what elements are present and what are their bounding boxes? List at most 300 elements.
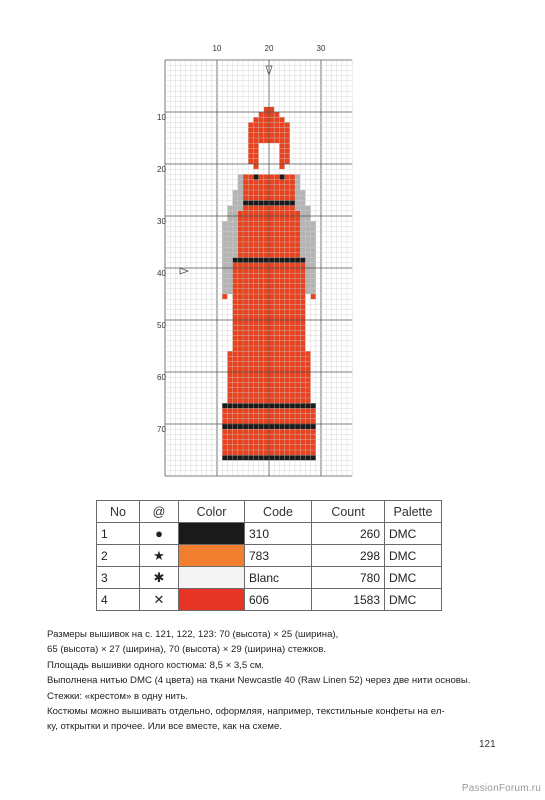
stitch-gray [305,237,310,242]
stitch-red [279,180,284,185]
stitch-red [290,325,295,330]
stitch-red [279,356,284,361]
stitch-red [264,330,269,335]
stitch-red [227,351,232,356]
stitch-red [264,112,269,117]
legend-count: 1583 [312,589,385,611]
stitch-red [243,393,248,398]
legend-header-palette: Palette [385,501,442,523]
stitch-red [264,341,269,346]
stitch-red [305,351,310,356]
stitch-red [285,450,290,455]
stitch-red [259,450,264,455]
stitch-red [264,247,269,252]
stitch-red [243,372,248,377]
stitch-black [300,424,305,429]
stitch-red [274,320,279,325]
stitch-red [300,268,305,273]
stitch-red [259,273,264,278]
stitch-red [238,445,243,450]
stitch-red [238,310,243,315]
stitch-red [290,247,295,252]
stitch-red [222,419,227,424]
stitch-red [269,388,274,393]
axis-top-label-20: 20 [264,44,274,53]
stitch-red [248,398,253,403]
stitch-red [285,445,290,450]
stitch-red [243,440,248,445]
stitch-red [248,278,253,283]
stitch-red [295,414,300,419]
stitch-black [253,258,258,263]
stitch-red [253,445,258,450]
stitch-red [233,377,238,382]
stitch-red [290,351,295,356]
stitch-red [253,336,258,341]
stitch-red [269,398,274,403]
legend-count: 298 [312,545,385,567]
stitch-gray [227,211,232,216]
stitch-red [295,398,300,403]
stitch-red [274,232,279,237]
stitch-red [259,138,264,143]
stitch-red [248,299,253,304]
stitch-red [253,247,258,252]
stitch-gray [305,216,310,221]
stitch-red [274,247,279,252]
stitch-black [300,258,305,263]
stitch-red [253,304,258,309]
stitch-red [227,434,232,439]
stitch-red [243,284,248,289]
stitch-gray [300,195,305,200]
stitch-red [279,138,284,143]
stitch-red [269,356,274,361]
stitch-red [269,440,274,445]
stitch-red [259,414,264,419]
stitch-red [285,434,290,439]
stitch-red [243,419,248,424]
stitch-red [264,128,269,133]
stitch-red [290,419,295,424]
stitch-black [295,455,300,460]
stitch-red [248,148,253,153]
stitch-red [279,289,284,294]
stitch-red [264,117,269,122]
stitch-red [253,273,258,278]
stitch-red [290,268,295,273]
stitch-red [300,299,305,304]
stitch-red [295,372,300,377]
stitch-red [248,445,253,450]
stitch-gray [305,258,310,263]
stitch-red [290,284,295,289]
stitch-red [233,445,238,450]
stitch-red [279,408,284,413]
stitch-red [274,450,279,455]
stitch-red [264,195,269,200]
legend-palette: DMC [385,523,442,545]
stitch-red [269,211,274,216]
stitch-red [253,289,258,294]
stitch-red [243,216,248,221]
stitch-red [238,304,243,309]
stitch-red [279,398,284,403]
stitch-red [290,237,295,242]
stitch-gray [222,221,227,226]
legend-header-color: Color [179,501,245,523]
stitch-gray [227,278,232,283]
stitch-black [274,200,279,205]
stitch-red [285,278,290,283]
stitch-gray [227,232,232,237]
stitch-red [243,388,248,393]
stitch-red [269,273,274,278]
stitch-red [269,138,274,143]
stitch-red [290,221,295,226]
stitch-red [285,148,290,153]
stitch-red [248,356,253,361]
stitch-black [300,455,305,460]
stitch-red [285,315,290,320]
stitch-red [227,367,232,372]
stitch-gray [300,226,305,231]
stitch-red [238,450,243,455]
stitch-red [274,180,279,185]
legend-row [97,523,442,545]
stitch-red [243,414,248,419]
stitch-red [233,429,238,434]
stitch-red [243,278,248,283]
stitch-red [233,450,238,455]
stitch-red [222,445,227,450]
stitch-red [248,180,253,185]
stitch-red [253,330,258,335]
stitch-red [259,112,264,117]
stitch-red [295,330,300,335]
stitch-red [290,393,295,398]
stitch-red [264,356,269,361]
stitch-red [300,341,305,346]
stitch-red [233,304,238,309]
stitch-red [285,419,290,424]
stitch-red [305,362,310,367]
stitch-red [290,336,295,341]
stitch-red [295,278,300,283]
stitch-red [243,190,248,195]
stitch-red [295,211,300,216]
stitch-red [295,216,300,221]
stitch-red [259,221,264,226]
stitch-red [253,133,258,138]
stitch-red [285,216,290,221]
stitch-red [295,450,300,455]
stitch-red [274,195,279,200]
stitch-gray [311,237,316,242]
stitch-red [285,367,290,372]
stitch-gray [305,252,310,257]
stitch-red [290,408,295,413]
stitch-red [248,174,253,179]
stitch-black [295,258,300,263]
stitch-red [290,414,295,419]
stitch-red [248,419,253,424]
stitch-gray [300,211,305,216]
cross-stitch-chart [157,42,360,482]
stitch-red [274,221,279,226]
stitch-red [259,341,264,346]
stitch-red [238,325,243,330]
stitch-red [311,408,316,413]
stitch-red [290,190,295,195]
stitch-red [238,289,243,294]
stitch-red [253,278,258,283]
stitch-red [274,263,279,268]
stitch-red [243,294,248,299]
stitch-red [253,310,258,315]
stitch-red [243,263,248,268]
stitch-red [227,429,232,434]
stitch-black [285,200,290,205]
stitch-red [243,226,248,231]
stitch-red [279,346,284,351]
stitch-red [285,221,290,226]
stitch-red [285,325,290,330]
stitch-red [290,440,295,445]
stitch-red [264,268,269,273]
stitch-red [279,445,284,450]
stitch-red [238,336,243,341]
stitch-red [264,232,269,237]
stitch-red [285,351,290,356]
stitch-red [259,247,264,252]
stitch-black [311,455,316,460]
stitch-red [290,304,295,309]
stitch-red [259,242,264,247]
stitch-red [300,284,305,289]
stitch-red [259,398,264,403]
stitch-red [279,351,284,356]
stitch-red [295,388,300,393]
stitch-black [243,258,248,263]
stitch-gray [233,216,238,221]
stitch-red [253,195,258,200]
stitch-gray [305,242,310,247]
stitch-red [264,185,269,190]
stitch-red [300,351,305,356]
legend-no: 4 [97,589,140,611]
stitch-red [285,190,290,195]
stitch-gray [222,226,227,231]
stitch-red [248,226,253,231]
stitch-red [248,154,253,159]
stitch-red [279,247,284,252]
stitch-red [285,128,290,133]
stitch-red [238,237,243,242]
stitch-red [233,273,238,278]
stitch-red [253,351,258,356]
stitch-black [290,424,295,429]
stitch-red [238,346,243,351]
stitch-gray [300,252,305,257]
stitch-red [233,320,238,325]
stitch-gray [300,247,305,252]
stitch-red [248,304,253,309]
stitch-red [264,263,269,268]
stitch-red [264,180,269,185]
stitch-red [264,377,269,382]
stitch-red [285,122,290,127]
stitch-red [300,278,305,283]
stitch-red [285,211,290,216]
stitch-red [248,206,253,211]
stitch-red [238,330,243,335]
stitch-red [238,393,243,398]
stitch-red [295,232,300,237]
stitch-red [290,232,295,237]
stitch-red [274,273,279,278]
stitch-red [269,393,274,398]
stitch-gray [233,211,238,216]
stitch-red [253,122,258,127]
stitch-red [238,341,243,346]
stitch-black [290,258,295,263]
stitch-red [259,128,264,133]
stitch-red [305,372,310,377]
stitch-gray [295,206,300,211]
stitch-red [233,393,238,398]
stitch-red [290,211,295,216]
stitch-red [295,351,300,356]
stitch-red [259,195,264,200]
stitch-red [269,408,274,413]
stitch-red [243,362,248,367]
stitch-red [243,434,248,439]
stitch-red [279,388,284,393]
stitch-red [290,299,295,304]
stitch-red [274,133,279,138]
stitch-red [243,206,248,211]
stitch-red [269,195,274,200]
stitch-gray [300,200,305,205]
stitch-red [233,388,238,393]
stitch-black [259,258,264,263]
stitch-gray [238,180,243,185]
stitch-red [269,263,274,268]
stitch-black [238,403,243,408]
stitch-red [264,367,269,372]
stitch-red [290,242,295,247]
stitch-red [300,388,305,393]
axis-top-label-30: 30 [316,44,326,53]
stitch-red [274,325,279,330]
stitch-red [274,112,279,117]
stitch-red [264,434,269,439]
stitch-gray [222,242,227,247]
stitch-gray [238,185,243,190]
stitch-red [279,325,284,330]
stitch-red [300,315,305,320]
stitch-black [295,424,300,429]
stitch-red [243,398,248,403]
stitch-red [243,429,248,434]
stitch-red [238,294,243,299]
stitch-gray [233,221,238,226]
legend-code: 783 [245,545,312,567]
stitch-red [269,294,274,299]
stitch-red [238,299,243,304]
stitch-red [227,408,232,413]
stitch-red [238,372,243,377]
stitch-black [253,200,258,205]
stitch-red [295,356,300,361]
stitch-red [285,398,290,403]
legend-color-swatch [179,567,245,589]
stitch-red [243,252,248,257]
stitch-red [264,408,269,413]
stitch-red [248,388,253,393]
stitch-black [243,200,248,205]
stitch-red [311,294,316,299]
stitch-red [253,206,258,211]
stitch-red [253,128,258,133]
stitch-red [227,393,232,398]
stitch-red [248,377,253,382]
legend-row [97,567,442,589]
stitch-red [264,346,269,351]
stitch-red [269,237,274,242]
stitch-red [238,388,243,393]
stitch-red [274,185,279,190]
stitch-red [295,341,300,346]
stitch-red [274,216,279,221]
stitch-red [243,330,248,335]
stitch-red [285,133,290,138]
legend-header-row [97,501,442,523]
stitch-red [279,122,284,127]
stitch-red [238,356,243,361]
stitch-red [248,346,253,351]
stitch-red [269,232,274,237]
stitch-red [264,211,269,216]
stitch-gray [238,174,243,179]
stitch-red [290,185,295,190]
stitch-red [279,143,284,148]
stitch-red [238,278,243,283]
legend-color-swatch [179,545,245,567]
stitch-red [248,159,253,164]
stitch-red [227,398,232,403]
stitch-red [305,377,310,382]
stitch-red [274,226,279,231]
stitch-red [311,419,316,424]
axis-left-label-70: 70 [157,425,166,434]
stitch-red [285,310,290,315]
stitch-red [279,148,284,153]
stitch-red [300,330,305,335]
stitch-red [233,440,238,445]
legend-count: 260 [312,523,385,545]
stitch-gray [311,258,316,263]
stitch-black [233,403,238,408]
stitch-red [264,440,269,445]
stitch-red [238,247,243,252]
stitch-red [290,388,295,393]
stitch-red [285,206,290,211]
stitch-red [274,268,279,273]
stitch-red [269,299,274,304]
stitch-gray [305,226,310,231]
